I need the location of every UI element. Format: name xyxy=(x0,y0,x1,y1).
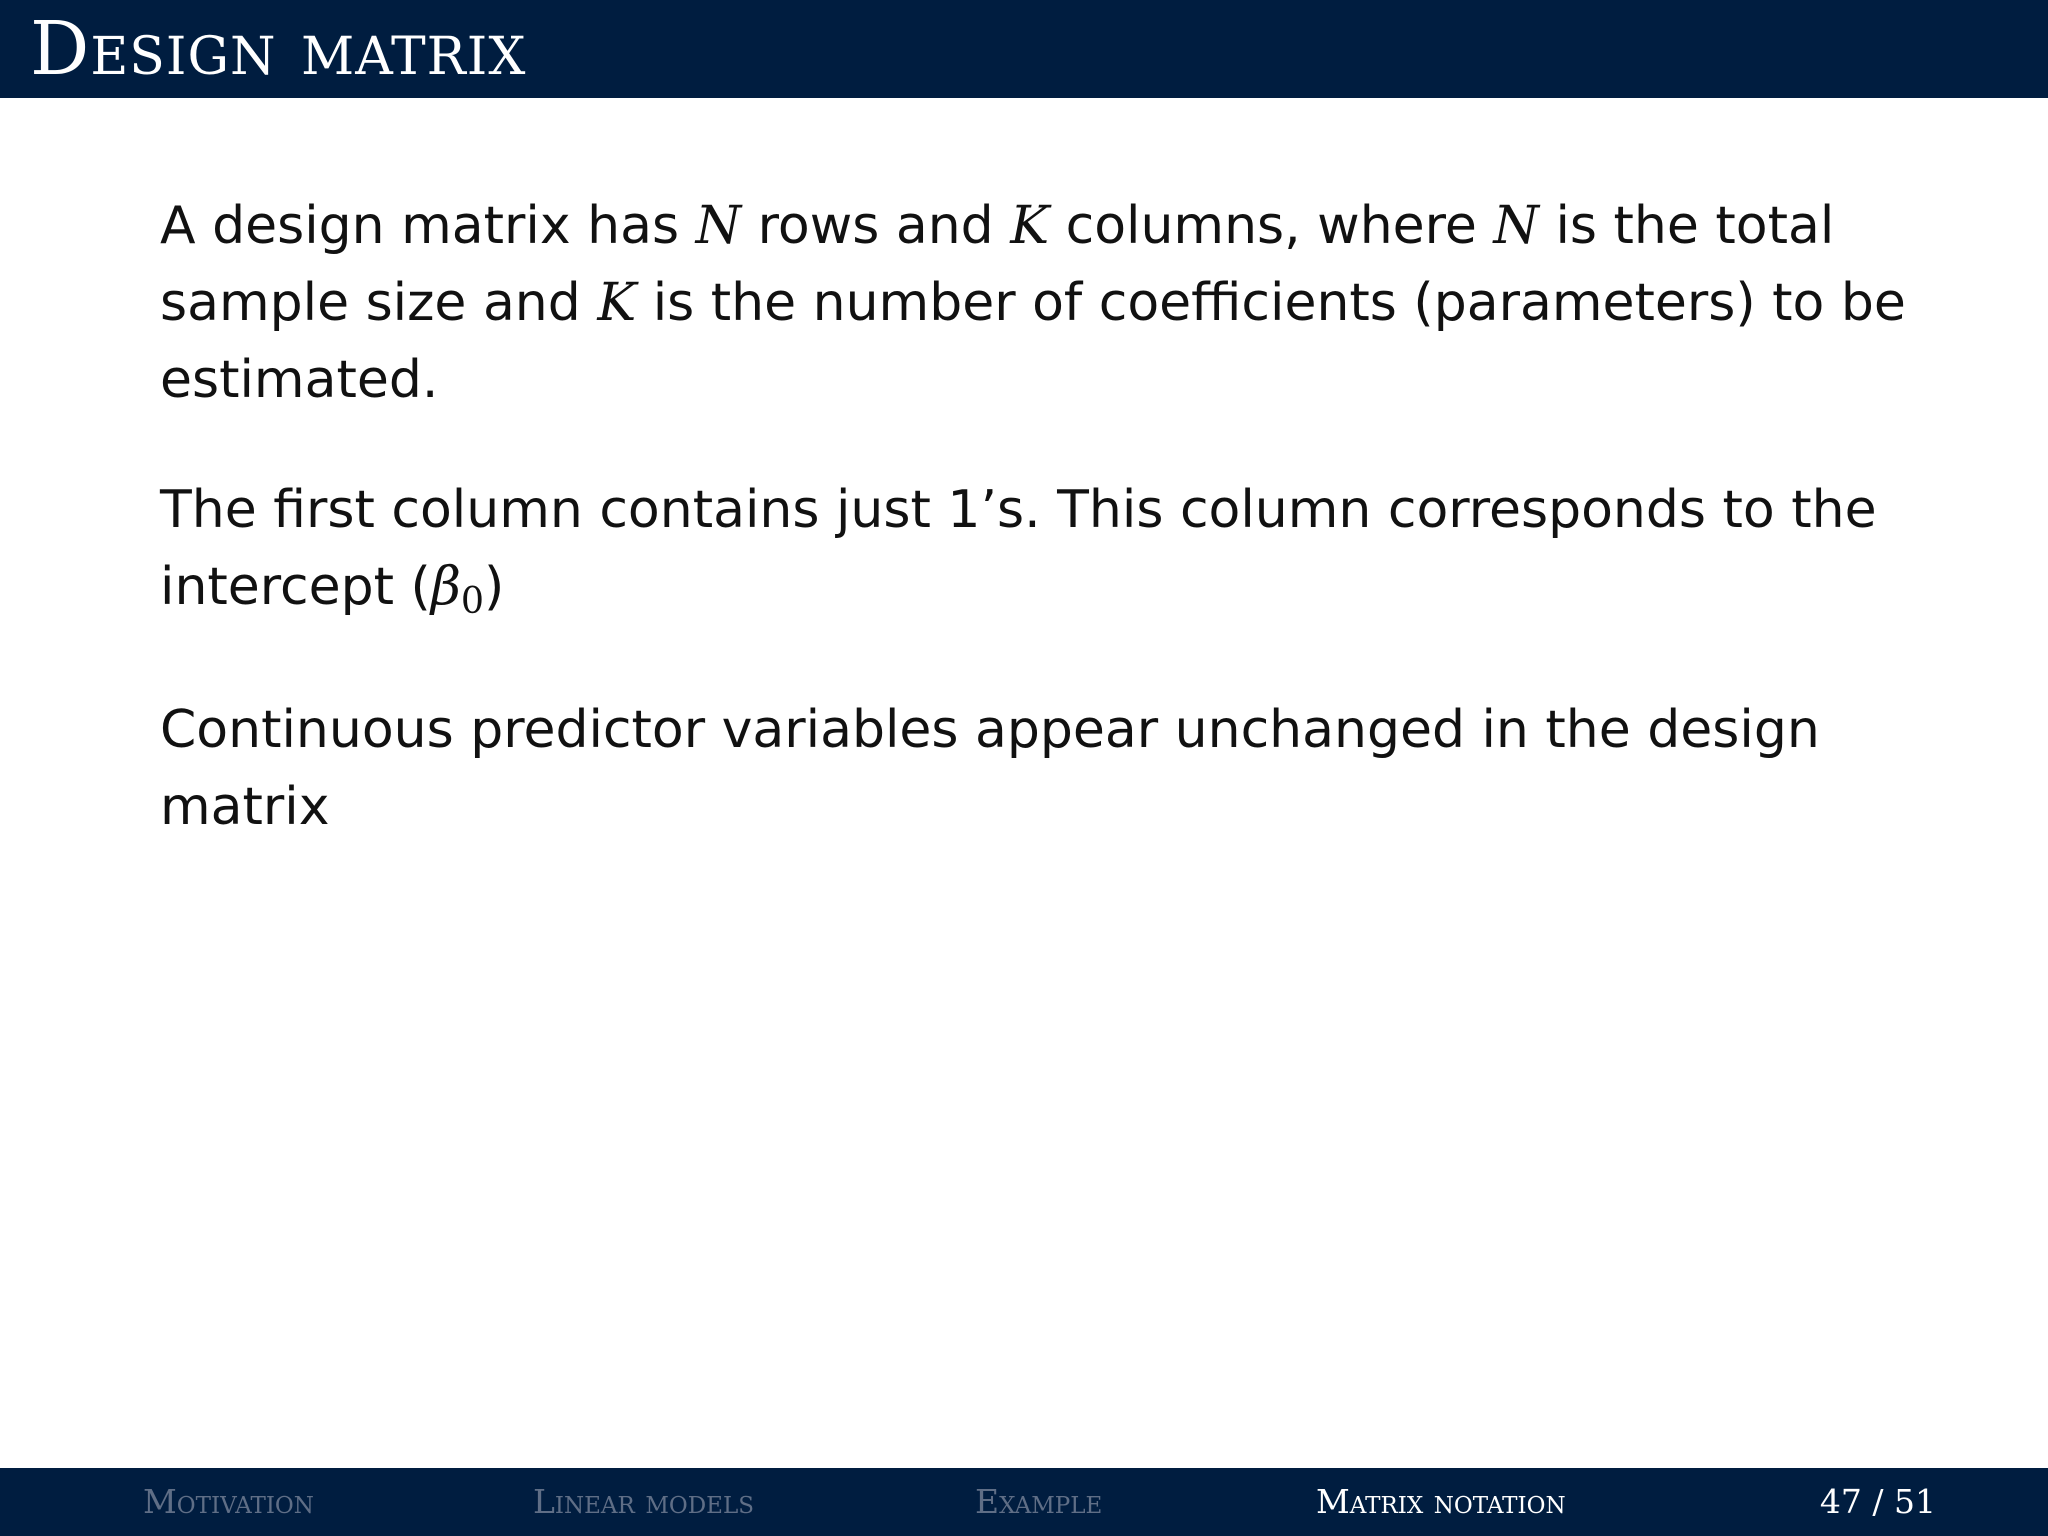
nav-section-linear-models[interactable]: Linear models xyxy=(533,1482,754,1521)
page-current: 47 xyxy=(1819,1482,1862,1521)
nav-section-matrix-notation[interactable]: Matrix notation xyxy=(1316,1482,1566,1521)
page-total: 51 xyxy=(1894,1482,1936,1521)
text-run: is the number of coefficients (parameters) to be estimated. xyxy=(160,273,1906,410)
math-subscript: 0 xyxy=(460,579,485,623)
math-variable-n: N xyxy=(695,196,742,256)
text-run: rows and xyxy=(741,196,1011,256)
math-beta-symbol: β xyxy=(430,557,461,617)
nav-section-example[interactable]: Example xyxy=(975,1482,1103,1521)
nav-section-motivation[interactable]: Motivation xyxy=(143,1482,314,1521)
math-variable-k: K xyxy=(1010,196,1050,256)
slide-content xyxy=(160,188,1920,846)
text-run: Continuous predictor variables appear unchanged in the design matrix xyxy=(160,700,1820,838)
math-variable-k: K xyxy=(597,273,637,333)
text-run: columns, where xyxy=(1049,196,1494,256)
paragraph-continuous-predictors xyxy=(160,692,1920,846)
page-number xyxy=(1820,1468,1936,1536)
paragraph-intercept-column xyxy=(160,472,1920,639)
math-variable-n: N xyxy=(1493,196,1539,256)
footer-navigation-bar xyxy=(0,1468,2048,1536)
page-separator: / xyxy=(1872,1482,1884,1521)
paragraph-design-matrix-definition xyxy=(160,188,1920,419)
text-run: ) xyxy=(484,557,505,617)
slide-title: Design matrix xyxy=(30,6,527,92)
title-bar xyxy=(0,0,2048,98)
text-run: is the total sample size and xyxy=(160,196,1835,333)
text-run: A design matrix has xyxy=(160,196,696,256)
text-run: The first column contains just 1’s. This column corresponds to the intercept ( xyxy=(160,480,1877,617)
